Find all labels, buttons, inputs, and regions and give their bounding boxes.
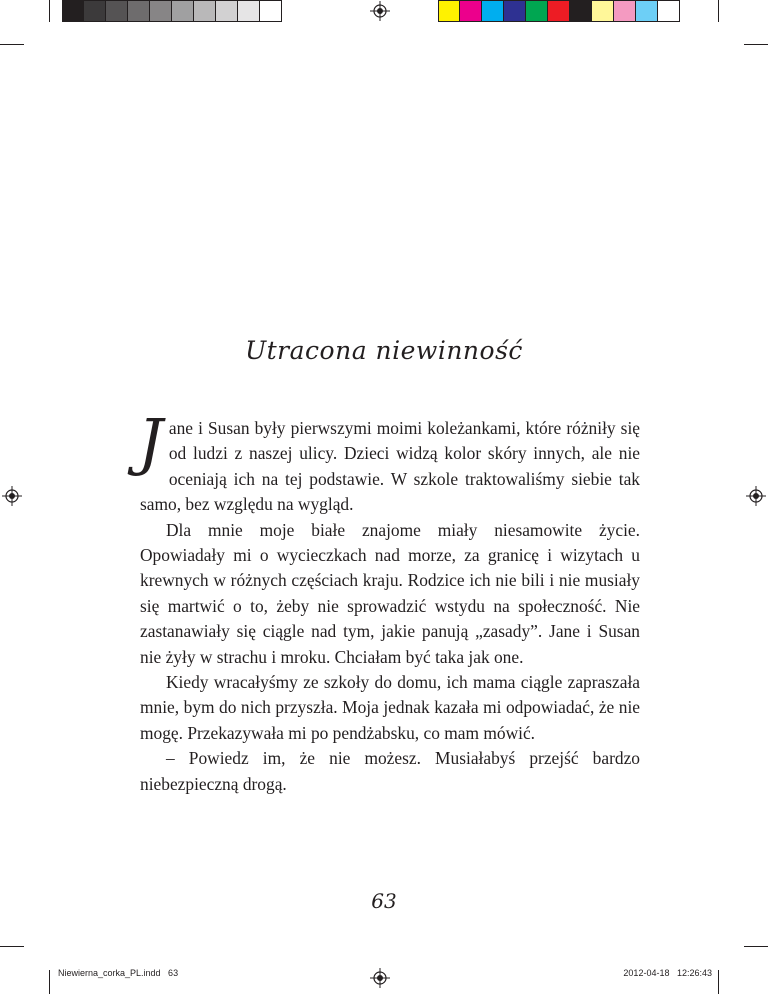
crop-mark-bottom-right-h bbox=[744, 946, 768, 947]
gray-swatch bbox=[84, 0, 106, 22]
process-color-bar bbox=[438, 0, 680, 22]
registration-mark-left bbox=[2, 486, 22, 506]
color-swatch bbox=[460, 0, 482, 22]
color-swatch bbox=[438, 0, 460, 22]
slug-datetime: 2012-04-18 12:26:43 bbox=[623, 968, 712, 978]
gray-swatch bbox=[194, 0, 216, 22]
drop-cap: J bbox=[138, 405, 163, 478]
gray-swatch bbox=[106, 0, 128, 22]
slug-filename: Niewierna_corka_PL.indd 63 bbox=[58, 968, 179, 978]
chapter-title: Utracona niewinność bbox=[245, 336, 523, 365]
gray-swatch bbox=[150, 0, 172, 22]
gray-swatch bbox=[238, 0, 260, 22]
paragraph-1-text: ane i Susan były pierwszymi moimi koleżankami, które różniły się od ludzi z naszej ulicy. Dzieci widzą kolor skóry innych, ale nie oceniają ich na tej podstawie. W szkole traktowaliśmy siebie tak samo, bez względu na wygląd. bbox=[140, 418, 640, 515]
color-swatch bbox=[570, 0, 592, 22]
color-swatch bbox=[614, 0, 636, 22]
crop-mark-top-right-h bbox=[744, 44, 768, 45]
color-swatch bbox=[636, 0, 658, 22]
paragraph-4: – Powiedz im, że nie możesz. Musiałabyś przejść bardzo niebezpieczną drogą. bbox=[140, 748, 640, 794]
color-swatch bbox=[658, 0, 680, 22]
color-swatch bbox=[592, 0, 614, 22]
registration-mark-top bbox=[370, 1, 390, 21]
color-swatch bbox=[526, 0, 548, 22]
crop-mark-top-left-h bbox=[0, 44, 24, 45]
crop-mark-top-right-v bbox=[718, 0, 719, 22]
gray-swatch bbox=[172, 0, 194, 22]
color-swatch bbox=[482, 0, 504, 22]
gray-swatch bbox=[216, 0, 238, 22]
crop-mark-bottom-right-v bbox=[718, 970, 719, 994]
crop-mark-bottom-left-h bbox=[0, 946, 24, 947]
gray-swatch bbox=[128, 0, 150, 22]
gray-swatch bbox=[62, 0, 84, 22]
color-swatch bbox=[548, 0, 570, 22]
crop-mark-bottom-left-v bbox=[49, 970, 50, 994]
grayscale-color-bar bbox=[62, 0, 282, 22]
body-text bbox=[138, 405, 640, 797]
registration-mark-right bbox=[746, 486, 766, 506]
paragraph-1 bbox=[138, 405, 640, 518]
paragraph-2: Dla mnie moje białe znajome miały niesamowite życie. Opowiadały mi o wycieczkach nad morze, za granicę i wizytach u krewnych w różnych częściach kraju. Rodzice ich nie bili i nie musiały się martwić o to, żeby nie sprowadzić wstydu na społeczność. Nie zastanawiały się ciągle nad tym, jakie panują „zasady”. Jane i Susan nie żyły w strachu i mroku. Chciałam być taka jak one. bbox=[140, 519, 640, 667]
gray-swatch bbox=[260, 0, 282, 22]
page-number: 63 bbox=[371, 889, 397, 913]
color-swatch bbox=[504, 0, 526, 22]
paragraph-3: Kiedy wracałyśmy ze szkoły do domu, ich mama ciągle zapraszała mnie, bym do nich przyszła. Moja jednak kazała mi odpowiadać, że nie mogę. Przekazywała mi po pendżabsku, co mam mówić. bbox=[140, 672, 640, 743]
registration-mark-bottom bbox=[370, 968, 390, 988]
crop-mark-top-left-v bbox=[49, 0, 50, 22]
